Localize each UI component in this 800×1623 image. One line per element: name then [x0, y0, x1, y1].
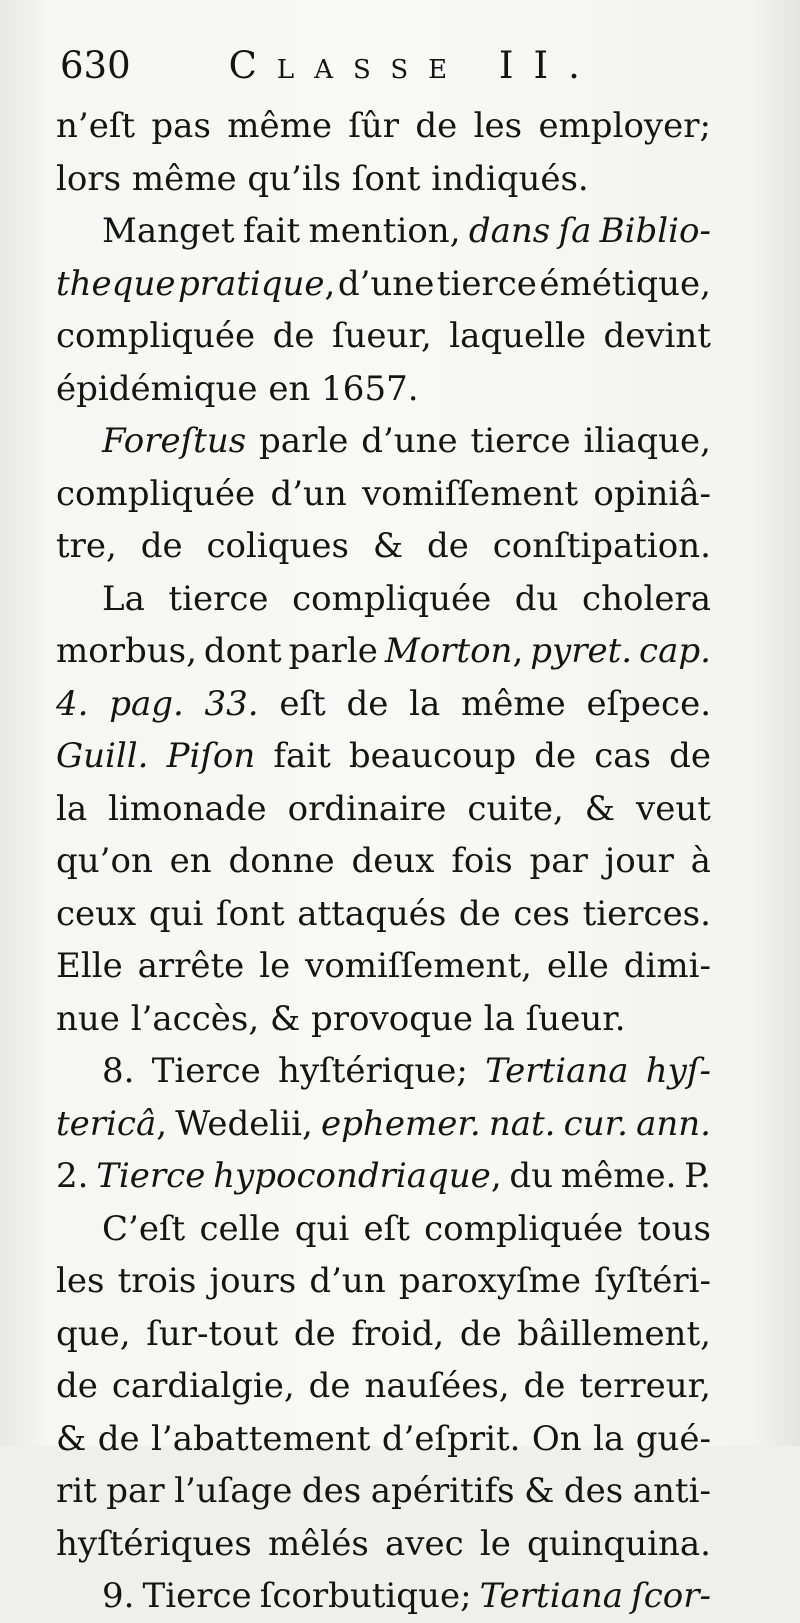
text-line: 4. pag. 33. eſt de la même eſpece. — [56, 683, 711, 724]
page-header — [60, 44, 600, 104]
text-line: Manget fait mention, dans ſa Biblio- — [102, 211, 711, 251]
text-line: lors même qu’ils ſont indiqués. — [56, 158, 589, 199]
text-line: les trois jours d’un paroxyſme ſyſtéri- — [56, 1261, 711, 1301]
text-line: tre, de coliques & de conſtipation. — [56, 526, 711, 566]
text-line: qu’on en donne deux fois par jour à — [56, 841, 711, 881]
text-line: compliquée de ſueur, laquelle devint — [56, 316, 711, 356]
text-line: rit par l’uſage des apéritifs & des anti- — [56, 1471, 711, 1511]
text-line: épidémique en 1657. — [56, 368, 419, 409]
text-line: ceux qui ſont attaqués de ces tierces. — [56, 893, 711, 934]
text-line: Guill. Piſon fait beaucoup de cas de — [56, 736, 711, 776]
body-text — [56, 100, 711, 1623]
text-line: C’eſt celle qui eſt compliquée tous — [102, 1208, 711, 1249]
text-line: tericâ, Wedelii, ephemer. nat. cur. ann. — [56, 1103, 711, 1144]
text-line: de cardialgie, de nauſées, de terreur, — [56, 1366, 711, 1406]
text-line: La tierce compliquée du cholera — [102, 578, 711, 619]
text-line: 2. Tierce hypocondriaque, du même. P. — [56, 1156, 711, 1196]
text-line: Foreſtus parle d’une tierce iliaque, — [102, 421, 711, 461]
text-line: nue l’accès, & provoque la ſueur. — [56, 998, 626, 1039]
text-line: theque pratique, d’une tierce émétique, — [56, 263, 711, 304]
text-line: compliquée d’un vomiſſement opiniâ- — [56, 473, 711, 514]
text-line: n’eſt pas même ſûr de les employer; — [56, 106, 711, 146]
text-line: la limonade ordinaire cuite, & veut — [56, 788, 711, 829]
text-line: que, ſur-tout de froid, de bâillement, — [56, 1313, 711, 1354]
text-line: morbus, dont parle Morton, pyret. cap. — [56, 631, 711, 671]
text-line: 9. Tierce ſcorbutique; Tertiana ſcor- — [102, 1576, 711, 1616]
text-line: 8. Tierce hyſtérique; Tertiana hyſ- — [102, 1051, 711, 1091]
running-head: Classe II. — [228, 44, 600, 87]
text-line: & de l’abattement d’eſprit. On la gué- — [56, 1418, 711, 1459]
text-line: hyſtériques mêlés avec le quinquina. — [56, 1523, 711, 1564]
page-number: 630 — [60, 44, 131, 87]
text-line: Elle arrête le vomiſſement, elle dimi- — [56, 946, 711, 986]
